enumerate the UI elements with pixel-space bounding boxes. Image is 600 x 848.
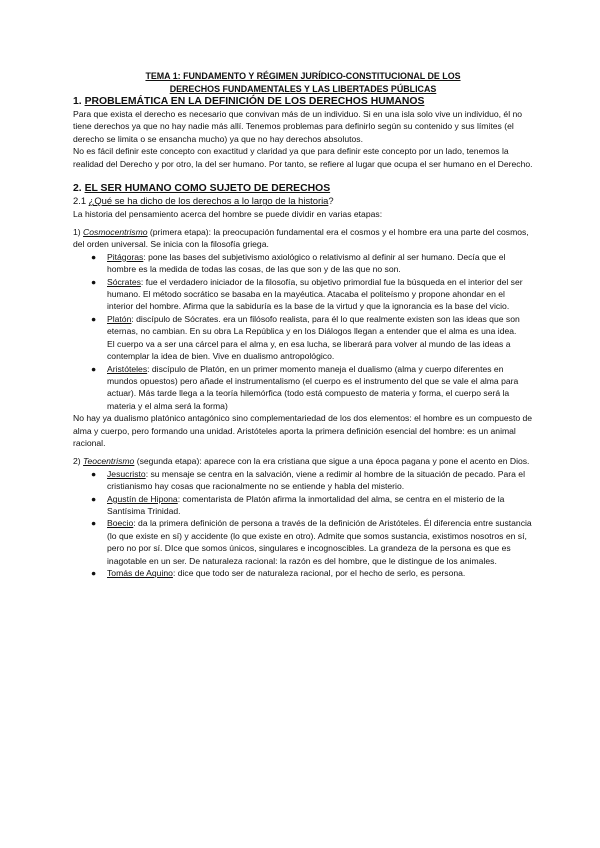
title-line-2: DERECHOS FUNDAMENTALES Y LAS LIBERTADES PÚBLICAS — [169, 83, 437, 94]
philosopher-text: : discípulo de Platón, en un primer momento maneja el dualismo (alma y cuerpo diferentes en mundos opuestos) pero añade el instrumentalismo (el cuerpo es el instrumento del que se vale el alma para actuar). Más tarde llega a la teoría hilemórfica (todo está compuesto de materia y forma, el cuerpo será la materia y el alma será la forma) — [107, 363, 519, 411]
stage-1-name: Cosmocentrismo — [83, 227, 148, 238]
history-intro: La historia del pensamiento acerca del hombre se puede dividir en varias etapas: — [73, 208, 383, 219]
philosopher-name: Pitágoras — [107, 251, 144, 262]
stage-1-list — [73, 251, 533, 412]
philosopher-text: : fue el verdadero iniciador de la filosofía, su objetivo primordial fue la búsqueda en el interior del ser humano. El método socrático se basaba en la mayéutica. Atacaba el politeísmo y propone ahondar en el interior del hombre. Afirma que la sabiduría es la base de la virtud y que la ignorancia es la base del vicio. — [107, 276, 523, 312]
section-1-heading — [73, 95, 533, 108]
stage-2-intro — [73, 455, 533, 467]
section-1-paragraph-2: No es fácil definir este concepto con exactitud y claridad ya que para definir este concepto por un lado, tenemos la realidad del Derecho y por otro, la del ser humano. Por tanto, se refiere al lugar que ocupa el ser humano en el Derecho. — [73, 146, 533, 169]
philosopher-name: Platón — [107, 313, 132, 324]
bullet-icon: ● — [91, 276, 97, 287]
stage-2-text: (segunda etapa): aparece con la era cristiana que sigue a una época pagana y pone el acento en Dios. — [134, 456, 530, 467]
philosopher-name: Sócrates — [107, 276, 141, 287]
bullet-icon: ● — [91, 493, 97, 504]
list-item — [73, 363, 533, 413]
stage-1-number: 1) — [73, 227, 81, 238]
philosopher-name: Aristóteles — [107, 363, 148, 374]
subsection-2-1-title: ¿Qué se ha dicho de los derechos a lo largo de la historia — [88, 195, 329, 207]
stage-1-conclusion: No hay ya dualismo platónico antagónico sino complementariedad de los dos elementos: el hombre es un compuesto de alma y cuerpo, pero formando una unidad. Aristóteles aporta la primera definición esencial del hombre: es un animal racional. — [73, 413, 533, 448]
figure-name: Agustín de Hipona — [107, 493, 178, 504]
figure-text: : su mensaje se centra en la salvación, viene a redimir al hombre de la situación de pecado. Para el cristianismo hay cosas que racionalmente no se entiende y habla del misterio. — [107, 468, 525, 492]
list-item — [73, 493, 533, 518]
stage-1-intro — [73, 226, 533, 251]
list-item — [73, 251, 533, 276]
subsection-2-1-heading — [73, 195, 533, 208]
figure-text: : dice que todo ser de naturaleza racional, por el hecho de serlo, es persona. — [172, 568, 466, 578]
bullet-icon: ● — [91, 468, 97, 479]
list-item — [73, 313, 533, 363]
section-2-heading — [73, 182, 533, 195]
list-item — [73, 276, 533, 313]
figure-text: : da la primera definición de persona a través de la definición de Aristóteles. Él diferencia entre sustancia (lo que existe en sí) y accidente (lo que existe en otro). Admite que somos sustancia, existimos nosotros en sí, pero no por sí. DIce que somos únicos, singulares e incognoscibles. La grandeza de la persona es que es inagotable en un ser. De naturaleza racional: la razón es del hombre, que le distingue de los animales. — [107, 518, 532, 566]
section-1-title: PROBLEMÁTICA EN LA DEFINICIÓN DE LOS DERECHOS HUMANOS — [84, 96, 425, 107]
list-item — [73, 567, 533, 579]
philosopher-text: : pone las bases del subjetivismo axiológico o relativismo al definir al ser humano. Decía que el hombre es la medida de todas las cosas, de las que son y de las que no son. — [107, 251, 506, 275]
section-2-number: 2. — [73, 183, 82, 195]
stage-2-list — [73, 468, 533, 580]
bullet-icon: ● — [91, 518, 97, 529]
figure-name: Tomás de Aquino — [107, 568, 173, 578]
figure-name: Boecio — [107, 518, 134, 529]
section-2-title: EL SER HUMANO COMO SUJETO DE DERECHOS — [84, 183, 331, 195]
bullet-icon: ● — [91, 363, 97, 374]
section-1-number: 1. — [73, 96, 82, 107]
stage-2-number: 2) — [73, 456, 81, 467]
bullet-icon: ● — [91, 251, 97, 262]
subsection-2-1-question-mark: ? — [328, 195, 334, 207]
bullet-icon: ● — [91, 313, 97, 324]
section-1-paragraph-1: Para que exista el derecho es necesario que convivan más de un individuo. Si en una isla solo vive un individuo, él no tiene derechos ya que no hay nadie más allí. Tenemos problemas para definirlo según su contenido y sus límites (el derecho se limita o se ensancha mucho) ya que no hay derechos absolutos. — [73, 109, 523, 144]
document-title — [73, 70, 533, 95]
philosopher-extra-text: El cuerpo va a ser una cárcel para el alma y, en esa lucha, se liberará para volver al mundo de las ideas a contemplar la idea de bien. Vive en dualismo antropológico. — [107, 338, 511, 362]
philosopher-text: : discípulo de Sócrates. era un filósofo realista, para él lo que realmente existen son las ideas que son eternas, no cambian. En su obra La República y en los Diálogos llegan a entender que el alma es una idea. — [107, 313, 520, 337]
figure-name: Jesucristo — [107, 468, 146, 479]
stage-2-name: Teocentrismo — [83, 456, 135, 467]
subsection-2-1-number: 2.1 — [73, 195, 87, 207]
title-line-1: TEMA 1: FUNDAMENTO Y RÉGIMEN JURÍDICO-CONSTITUCIONAL DE LOS — [145, 71, 461, 81]
document-page — [73, 70, 533, 579]
stage-1-text: (primera etapa): la preocupación fundamental era el cosmos y el hombre era una parte del cosmos, del orden universal. Se inicia con la filosofía griega. — [73, 227, 529, 250]
figure-text: : comentarista de Platón afirma la inmortalidad del alma, se centra en el misterio de la Santísima Trinidad. — [107, 493, 505, 516]
bullet-icon: ● — [91, 568, 97, 578]
list-item — [73, 468, 533, 493]
list-item — [73, 517, 533, 567]
